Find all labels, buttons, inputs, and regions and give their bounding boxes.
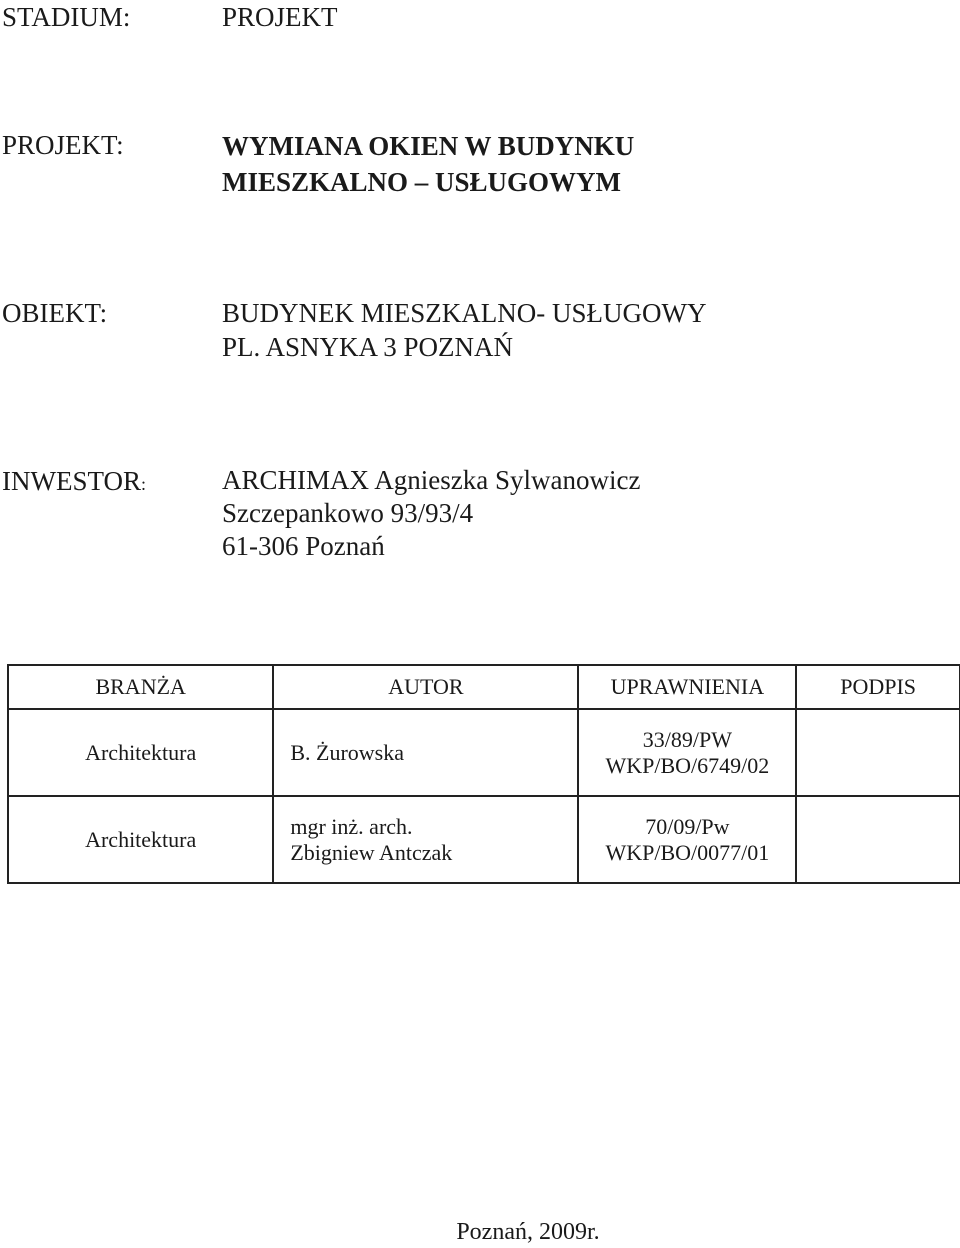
cell-podpis [796,796,960,883]
cell-autor-line: mgr inż. arch. [290,813,413,839]
projekt-title-line-1: WYMIANA OKIEN W BUDYNKU [222,131,635,161]
inwestor-line-2: Szczepankowo 93/93/4 [222,498,474,528]
projekt-label [2,128,124,162]
cell-branza: Architektura [8,709,273,796]
cell-autor [273,709,578,796]
inwestor-label-colon: : [141,474,147,494]
inwestor-label-text: INWESTOR [2,466,141,496]
credits-table [7,664,960,884]
projekt-title-line-2: MIESZKALNO – USŁUGOWYM [222,167,622,197]
obiekt-line-1: BUDYNEK MIESZKALNO- USŁUGOWY [222,298,707,328]
header-branza: BRANŻA [8,665,273,709]
cell-uprawnienia [578,709,796,796]
cell-autor [273,796,578,883]
table-header-row [8,665,960,709]
projekt-label-text: PROJEKT [2,130,117,160]
cell-autor-line: B. Żurowska [290,739,405,765]
inwestor-line-3: 61-306 Poznań [222,531,385,561]
footer-place-date: Poznań, 2009r. [456,1219,600,1245]
header-autor: AUTOR [273,665,578,709]
obiekt-value [222,296,706,364]
cell-uprawnienia-line: 33/89/PW [642,726,732,752]
header-podpis: PODPIS [796,665,960,709]
projekt-label-colon: : [116,130,124,160]
projekt-title [222,128,634,200]
inwestor-value [222,464,640,563]
cell-uprawnienia [578,796,796,883]
cell-uprawnienia-line: 70/09/Pw [645,813,730,839]
header-uprawnienia: UPRAWNIENIA [578,665,796,709]
inwestor-label [2,464,146,501]
cell-autor-line: Zbigniew Antczak [290,839,453,865]
table-row [8,796,960,883]
cell-uprawnienia-line: WKP/BO/0077/01 [605,839,770,865]
cell-podpis [796,709,960,796]
stadium-label: STADIUM: [2,2,131,32]
obiekt-line-2: PL. ASNYKA 3 POZNAŃ [222,332,514,362]
inwestor-line-1: ARCHIMAX Agnieszka Sylwanowicz [222,465,641,495]
cell-uprawnienia-line: WKP/BO/6749/02 [605,752,770,778]
obiekt-label: OBIEKT: [2,298,108,328]
table-row [8,709,960,796]
stadium-value: PROJEKT [222,2,338,32]
cell-branza: Architektura [8,796,273,883]
